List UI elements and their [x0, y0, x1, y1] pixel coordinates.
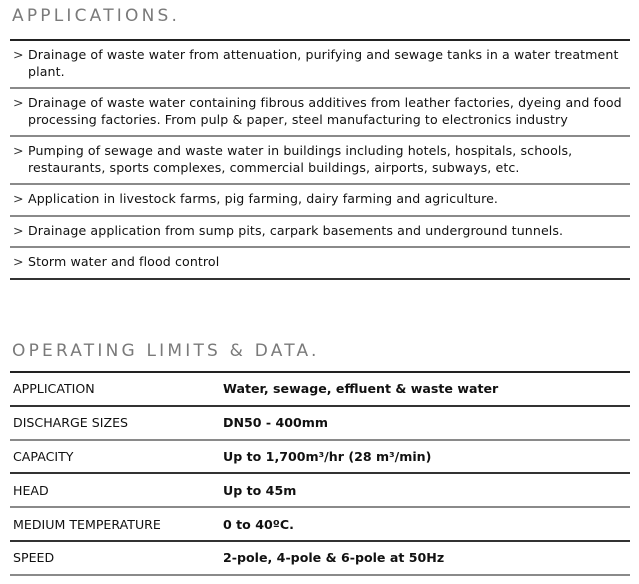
list-item	[10, 217, 630, 249]
list-item	[10, 137, 630, 185]
row-label: MEDIUM TEMPERATURE	[13, 516, 161, 532]
list-item-text: Drainage application from sump pits, carpark basements and underground tunnels.	[28, 222, 564, 238]
list-item	[10, 41, 630, 89]
row-value: 2-pole, 4-pole & 6-pole at 50Hz	[223, 550, 445, 566]
chevron-right-icon: >	[13, 254, 24, 269]
list-item-text: Pumping of sewage and waste water in buildings including hotels, hospitals, schools, restaurants, sports complexes, commercial buildings, airports, subways, etc.	[28, 143, 573, 175]
chevron-right-icon: >	[13, 95, 24, 110]
row-value: DN50 - 400mm	[223, 415, 329, 431]
row-value: Up to 1,700m³/hr (28 m³/min)	[223, 448, 432, 464]
row-label: APPLICATION	[13, 381, 95, 397]
row-value: Water, sewage, effluent & waste water	[223, 381, 499, 397]
applications-title: APPLICATIONS.	[12, 6, 181, 26]
applications-list	[10, 39, 630, 280]
row-label: SPEED	[13, 550, 55, 566]
list-item-text: Drainage of waste water from attenuation, purifying and sewage tanks in a water treatment plant.	[28, 47, 619, 79]
chevron-right-icon: >	[13, 222, 24, 238]
row-label: HEAD	[13, 482, 49, 498]
chevron-right-icon: >	[13, 191, 24, 206]
operating-limits-title: OPERATING LIMITS & DATA.	[12, 341, 320, 361]
list-item	[10, 185, 630, 217]
row-label: CAPACITY	[13, 448, 74, 464]
list-item	[10, 248, 630, 280]
table-row	[10, 474, 630, 508]
row-value: 0 to 40ºC.	[223, 516, 294, 532]
list-item-text: Application in livestock farms, pig farming, dairy farming and agriculture.	[28, 191, 499, 206]
list-item-text: Drainage of waste water containing fibrous additives from leather factories, dyeing and food processing factories. From pulp & paper, steel manufacturing to electronics industry	[28, 95, 622, 127]
table-row	[10, 508, 630, 542]
row-value: Up to 45m	[223, 482, 297, 498]
row-label: DISCHARGE SIZES	[13, 415, 129, 431]
table-row	[10, 373, 630, 407]
table-row	[10, 542, 630, 576]
chevron-right-icon: >	[13, 143, 24, 158]
chevron-right-icon: >	[13, 47, 24, 62]
list-item-text: Storm water and flood control	[28, 254, 220, 269]
table-row	[10, 407, 630, 441]
table-row	[10, 441, 630, 475]
list-item	[10, 89, 630, 137]
operating-limits-table	[10, 371, 630, 576]
